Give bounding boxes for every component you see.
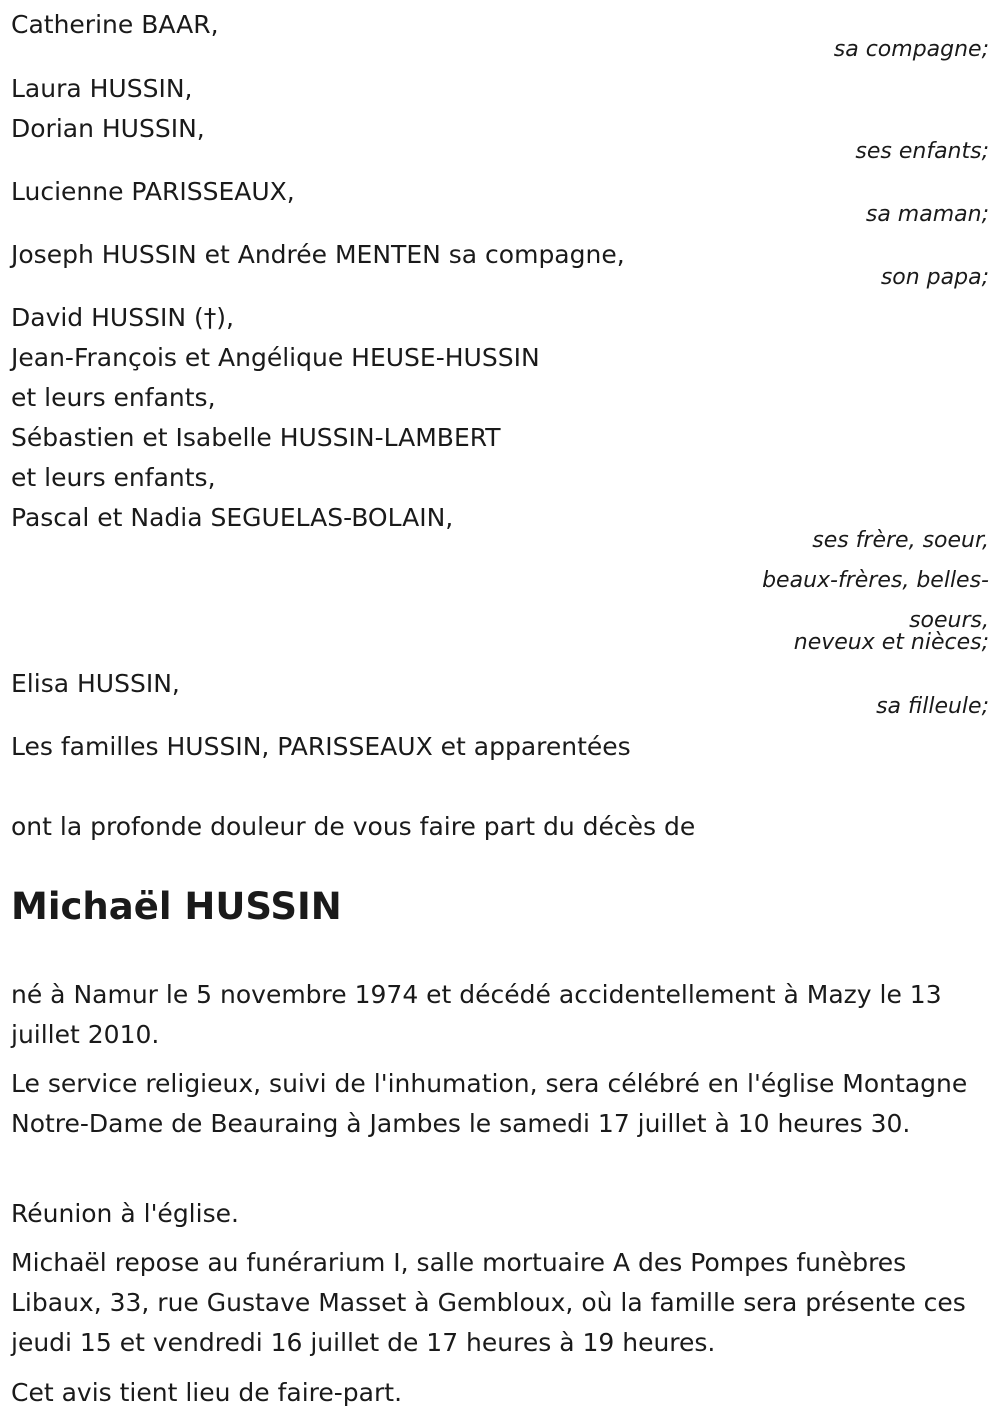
notice-paragraph: Cet avis tient lieu de faire-part. — [11, 1378, 403, 1407]
family-member-children-2: et leurs enfants, — [11, 463, 216, 492]
role-goddaughter: sa filleule; — [876, 694, 989, 719]
family-member-lucienne: Lucienne PARISSEAUX, — [11, 177, 295, 206]
family-member-children-1: et leurs enfants, — [11, 383, 216, 412]
role-father: son papa; — [880, 265, 989, 290]
role-siblings-line-2: beaux-frères, belles- — [762, 568, 989, 593]
service-paragraph: Le service religieux, suivi de l'inhumation, sera célébré en l'église Montagne Notre-Dame de Beauraing à Jambes le samedi 17 juillet à 10 heures 30. — [11, 1069, 968, 1138]
role-siblings-line-3: soeurs, — [909, 608, 989, 633]
family-member-laura: Laura HUSSIN, — [11, 74, 193, 103]
birth-death-paragraph: né à Namur le 5 novembre 1974 et décédé accidentellement à Mazy le 13 juillet 2010. — [11, 980, 942, 1049]
family-member-joseph: Joseph HUSSIN et Andrée MENTEN sa compagne, — [11, 240, 625, 269]
role-children: ses enfants; — [855, 139, 989, 164]
family-member-catherine: Catherine BAAR, — [11, 10, 219, 39]
family-member-dorian: Dorian HUSSIN, — [11, 114, 205, 143]
deceased-name: Michaël HUSSIN — [11, 885, 342, 928]
role-siblings-line-4: neveux et nièces; — [793, 630, 989, 655]
funerarium-paragraph: Michaël repose au funérarium I, salle mortuaire A des Pompes funèbres Libaux, 33, rue Gustave Masset à Gembloux, où la famille sera présente ces jeudi 15 et vendredi 16 juillet de 17 heures à 19 heures. — [11, 1248, 966, 1357]
families-line: Les familles HUSSIN, PARISSEAUX et apparentées — [11, 732, 631, 761]
announcement-text: ont la profonde douleur de vous faire part du décès de — [11, 812, 696, 841]
family-member-david: David HUSSIN (†), — [11, 303, 234, 332]
family-member-pascal: Pascal et Nadia SEGUELAS-BOLAIN, — [11, 503, 454, 532]
meeting-paragraph: Réunion à l'église. — [11, 1199, 239, 1228]
role-mother: sa maman; — [865, 202, 989, 227]
family-member-jean-francois: Jean-François et Angélique HEUSE-HUSSIN — [11, 343, 540, 372]
role-siblings-line-1: ses frère, soeur, — [812, 528, 989, 553]
role-companion: sa compagne; — [833, 37, 989, 62]
family-member-sebastien: Sébastien et Isabelle HUSSIN-LAMBERT — [11, 423, 501, 452]
family-member-elisa: Elisa HUSSIN, — [11, 669, 180, 698]
